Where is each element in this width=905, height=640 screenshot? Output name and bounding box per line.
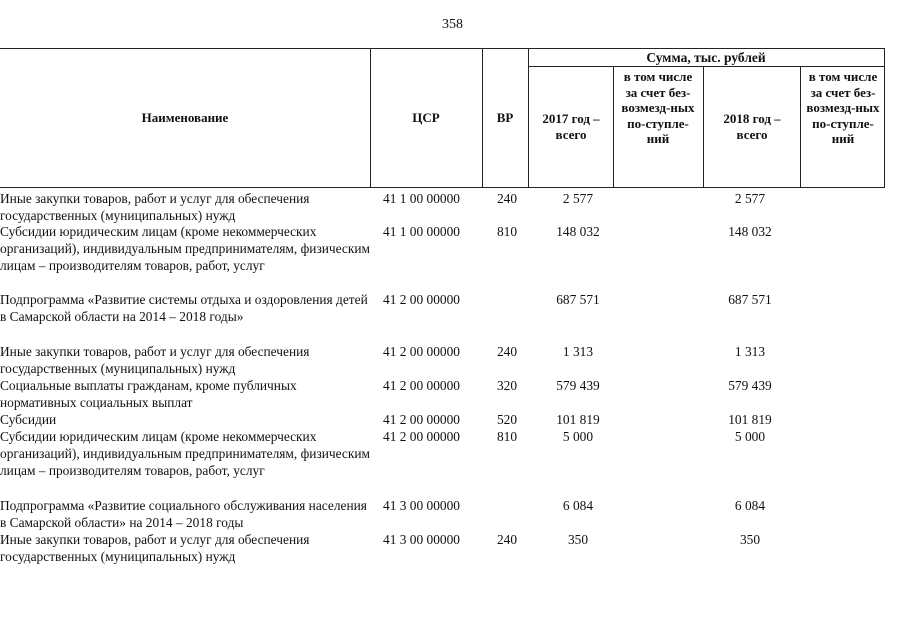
row-1-name: Иные закупки товаров, работ и услуг для обеспечения государственных (муниципальных) нужд [0, 191, 310, 223]
row-1-2017: 2 577 [562, 191, 594, 206]
row-2-2017: 148 032 [556, 224, 600, 239]
row-9-2018: 350 [739, 532, 761, 547]
row-2-vr: 810 [496, 224, 518, 239]
header-bottom-border [0, 187, 884, 188]
row-4-2017: 1 313 [562, 344, 594, 359]
row-7-csr: 41 2 00 00000 [383, 429, 460, 444]
row-3-name: Подпрограмма «Развитие системы отдыха и оздоровления детей в Самарской области на 2014 – 2018 годы» [0, 292, 368, 324]
header-vr: ВР [496, 110, 514, 125]
sum-group-divider [528, 66, 884, 67]
row-3-2017: 687 571 [556, 292, 600, 307]
row-4-name: Иные закупки товаров, работ и услуг для обеспечения государственных (муниципальных) нужд [0, 344, 310, 376]
header-name: Наименование [141, 110, 229, 125]
row-7-name: Субсидии юридическим лицам (кроме некоммерческих организаций), индивидуальным предпринимателям, физическим лицам – производителям товаров, работ, услуг [0, 429, 370, 478]
header-2018-total: 2018 год – всего [723, 111, 781, 142]
row-6-name: Субсидии [0, 412, 57, 427]
header-2018-free: в том числе за счет без-возмезд-ных по-ступле-ний [806, 69, 880, 146]
row-7-2018: 5 000 [734, 429, 766, 444]
row-4-csr: 41 2 00 00000 [383, 344, 460, 359]
row-9-csr: 41 3 00 00000 [383, 532, 460, 547]
row-3-csr: 41 2 00 00000 [383, 292, 460, 307]
row-6-vr: 520 [496, 412, 518, 427]
col-divider-2017-free [703, 66, 704, 188]
row-2-name: Субсидии юридическим лицам (кроме некоммерческих организаций), индивидуальным предпринимателям, физическим лицам – производителям товаров, работ, услуг [0, 224, 370, 273]
row-5-2017: 579 439 [556, 378, 600, 393]
row-8-2017: 6 084 [562, 498, 594, 513]
table-right-border [884, 48, 885, 188]
row-8-csr: 41 3 00 00000 [383, 498, 460, 513]
row-8-2018: 6 084 [734, 498, 766, 513]
row-4-2018: 1 313 [734, 344, 766, 359]
row-8-name: Подпрограмма «Развитие социального обслуживания населения в Самарской области» на 2014 – 2018 годы [0, 498, 367, 530]
row-6-csr: 41 2 00 00000 [383, 412, 460, 427]
row-9-vr: 240 [496, 532, 518, 547]
row-5-csr: 41 2 00 00000 [383, 378, 460, 393]
header-top-border [0, 48, 884, 49]
row-6-2017: 101 819 [556, 412, 600, 427]
row-1-2018: 2 577 [734, 191, 766, 206]
row-4-vr: 240 [496, 344, 518, 359]
col-divider-2017 [613, 66, 614, 188]
row-9-name: Иные закупки товаров, работ и услуг для обеспечения государственных (муниципальных) нужд [0, 532, 310, 564]
row-6-2018: 101 819 [728, 412, 772, 427]
col-divider-vr [528, 48, 529, 188]
row-9-2017: 350 [567, 532, 589, 547]
row-5-name: Социальные выплаты гражданам, кроме публичных нормативных социальных выплат [0, 378, 297, 410]
row-7-2017: 5 000 [562, 429, 594, 444]
row-1-csr: 41 1 00 00000 [383, 191, 460, 206]
header-csr: ЦСР [412, 110, 440, 125]
row-2-csr: 41 1 00 00000 [383, 224, 460, 239]
row-2-2018: 148 032 [728, 224, 772, 239]
row-5-vr: 320 [496, 378, 518, 393]
col-divider-2018 [800, 66, 801, 188]
header-2017-total: 2017 год – всего [542, 111, 600, 142]
row-7-vr: 810 [496, 429, 518, 444]
row-1-vr: 240 [496, 191, 518, 206]
header-2017-free: в том числе за счет без-возмезд-ных по-ступле-ний [621, 69, 695, 146]
row-3-2018: 687 571 [728, 292, 772, 307]
row-5-2018: 579 439 [728, 378, 772, 393]
page-number: 358 [442, 17, 463, 32]
header-sum-group: Сумма, тыс. рублей [646, 50, 766, 65]
